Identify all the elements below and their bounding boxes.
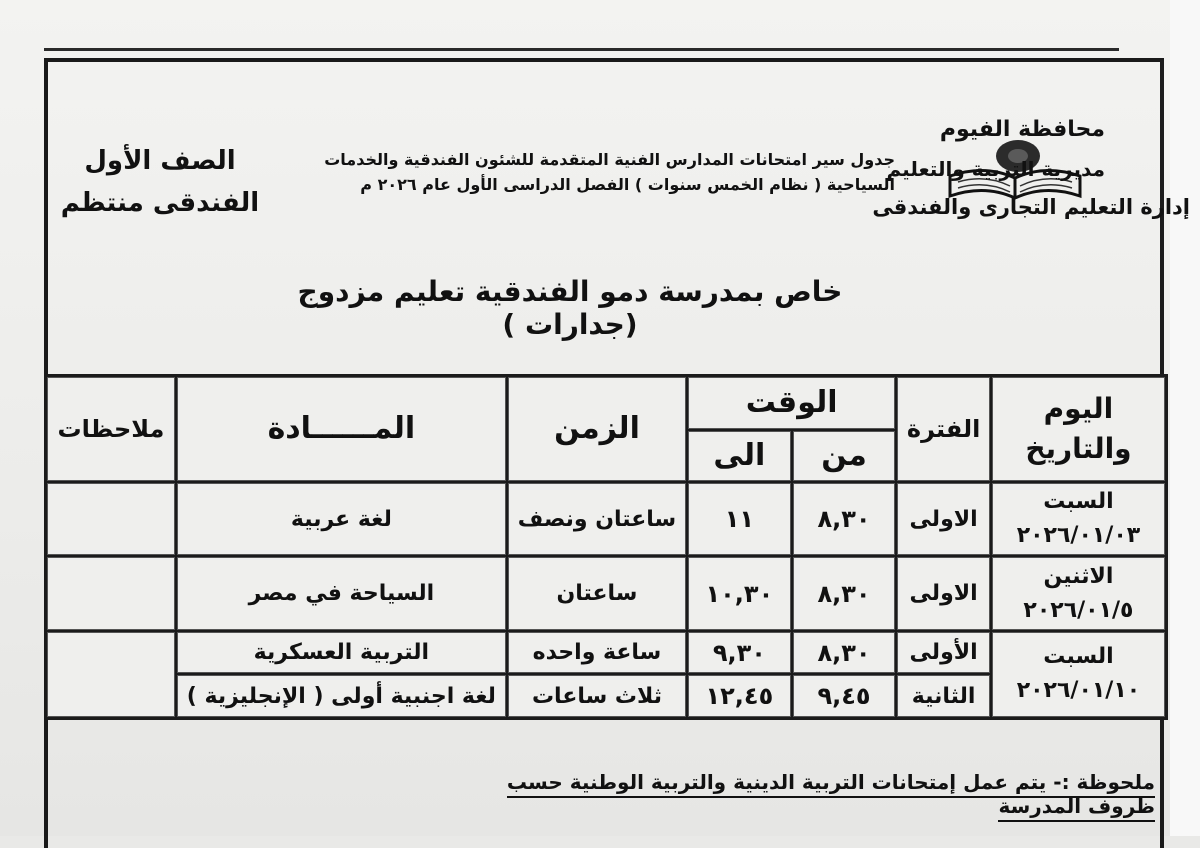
subject-cell: لغة عربية [178, 484, 505, 555]
grade-block [60, 140, 260, 224]
day-date-cell [993, 558, 1164, 629]
period-cell: الأولى [898, 633, 989, 672]
duration-cell: ساعتان [509, 558, 685, 629]
day-name: السبت [1043, 489, 1114, 514]
title-line-1: جدول سير امتحانات المدارس الفنية المتقدمة للشئون الفندقية والخدمات [324, 150, 895, 169]
day-name: السبت [1043, 644, 1114, 670]
exam-date: ٢٠٢٦/٠١/٠٣ [1016, 523, 1141, 548]
table-row [48, 558, 1164, 629]
duration-cell: ثلاث ساعات [509, 676, 685, 716]
table-row [48, 484, 1164, 555]
day-date-cell [993, 484, 1164, 555]
header-duration: الزمن [509, 378, 685, 480]
footer-note [445, 770, 1155, 818]
period-cell: الثانية [898, 676, 989, 716]
from-cell: ٨,٣٠ [794, 633, 895, 672]
header-time: الوقت [689, 378, 894, 428]
grade-line-1: الصف الأول [84, 146, 236, 176]
administration-name: إدارة التعليم التجارى والفندقى [872, 195, 1190, 219]
day-name: الاثنين [1043, 563, 1114, 589]
grade-line-2: الفندقى منتظم [60, 188, 260, 218]
table-row [48, 633, 1164, 672]
header-day-date: اليوم والتاريخ [993, 378, 1164, 480]
period-cell: الاولى [898, 484, 989, 555]
to-cell: ١٢,٤٥ [689, 676, 790, 716]
header-notes: ملاحظات [48, 378, 174, 480]
header-period: الفترة [898, 378, 989, 480]
notes-cell [48, 633, 174, 716]
top-rule [44, 48, 1119, 51]
notes-cell [48, 558, 174, 629]
subject-cell: لغة اجنبية أولى ( الإنجليزية ) [178, 676, 505, 716]
to-cell: ٩,٣٠ [689, 633, 790, 672]
duration-cell: ساعتان ونصف [509, 484, 685, 555]
from-cell: ٩,٤٥ [794, 676, 895, 716]
duration-cell: ساعة واحده [509, 633, 685, 672]
governorate-block [872, 112, 1200, 232]
exam-date: ٢٠٢٦/٠١/١٠ [1016, 678, 1141, 704]
notes-cell [48, 484, 174, 555]
subject-cell: السياحة في مصر [178, 558, 505, 629]
to-cell: ١٠,٣٠ [689, 558, 790, 629]
to-cell: ١١ [689, 484, 790, 555]
exam-schedule-title [290, 150, 895, 194]
governorate-name: محافظة الفيوم [939, 117, 1105, 142]
day-date-cell [993, 633, 1164, 716]
from-cell: ٨,٣٠ [794, 558, 895, 629]
header-subject: المــــــادة [178, 378, 505, 480]
header-row [48, 378, 1164, 428]
footer-note-text: ملحوظة :- يتم عمل إمتحانات التربية الدينية والتربية الوطنية حسب ظروف المدرسة [507, 770, 1155, 822]
school-name: خاص بمدرسة دمو الفندقية تعليم مزدوج (جدارات ) [297, 275, 843, 341]
header-to: الى [689, 432, 790, 480]
subject-cell: التربية العسكرية [178, 633, 505, 672]
directorate-name: مديرية التربية والتعليم [886, 157, 1105, 181]
exam-schedule-table [44, 374, 1168, 720]
from-cell: ٨,٣٠ [794, 484, 895, 555]
period-cell: الاولى [898, 558, 989, 629]
exam-date: ٢٠٢٦/٠١/٥ [1023, 597, 1134, 623]
header-from: من [794, 432, 895, 480]
title-line-2: السياحية ( نظام الخمس سنوات ) الفصل الدراسى الأول عام ٢٠٢٦ م [360, 175, 895, 194]
